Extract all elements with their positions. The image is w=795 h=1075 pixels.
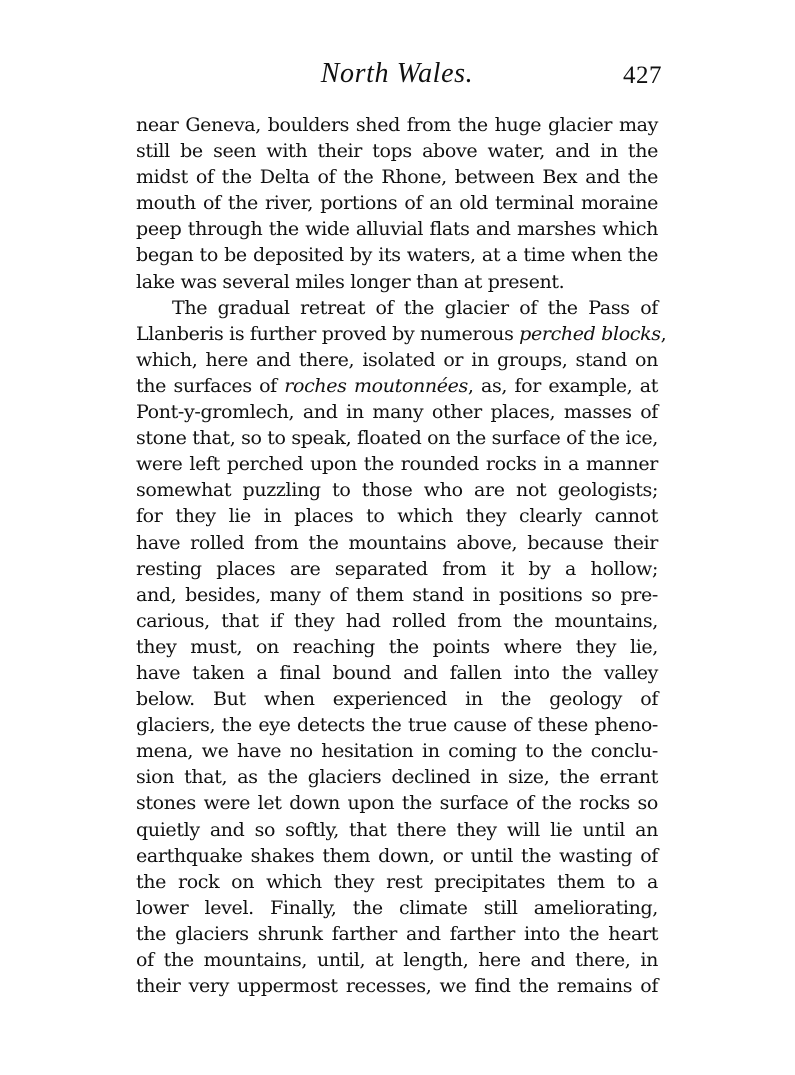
text-line [136, 895, 658, 921]
text-line [136, 843, 658, 869]
text-run: resting places are separated from it by a hollow; [136, 557, 658, 580]
text-run: have rolled from the mountains above, because their [136, 531, 658, 554]
text-line [136, 347, 658, 373]
paragraph-start-line [136, 295, 658, 321]
text-run: the glaciers shrunk farther and farther into the heart [136, 922, 658, 945]
text-run: , as, for example, at [467, 374, 659, 397]
text-run: quietly and so softly, that there they will lie until an [136, 818, 658, 841]
text-run: , [660, 322, 667, 345]
text-line [136, 686, 658, 712]
text-run: near Geneva, boulders shed from the huge glacier may [136, 114, 658, 136]
text-line [136, 712, 658, 738]
text-line [136, 164, 658, 190]
text-line [136, 921, 658, 947]
text-run: lower level. Finally, the climate still ameliorating, [136, 896, 658, 919]
text-run: The gradual retreat of the glacier of the Pass of [172, 296, 658, 319]
text-line [136, 477, 658, 503]
text-run: mena, we have no hesitation in coming to the conclu- [136, 740, 658, 763]
text-run: Pont-y-gromlech, and in many other places, masses of [136, 401, 658, 424]
text-line [136, 373, 658, 399]
text-run: still be seen with their tops above water, and in the [136, 140, 658, 163]
text-line [136, 634, 658, 660]
text-run: stone that, so to speak, floated on the surface of the ice, [136, 427, 658, 450]
text-line [136, 138, 658, 164]
text-line [136, 947, 658, 973]
text-line [136, 216, 658, 242]
text-run: earthquake shakes them down, or until the wasting of [136, 844, 658, 867]
text-line [136, 660, 658, 686]
text-run: below. But when experienced in the geology of [136, 688, 658, 711]
paragraph-end-line [136, 269, 658, 295]
text-line [136, 451, 658, 477]
text-line [136, 530, 658, 556]
body-text [136, 112, 667, 999]
text-line [136, 321, 667, 347]
page-number: 427 [623, 62, 662, 89]
text-line [136, 608, 658, 634]
text-line [136, 399, 658, 425]
text-run: for they lie in places to which they clearly cannot [136, 505, 658, 528]
text-run: midst of the Delta of the Rhone, between Bex and the [136, 166, 658, 189]
text-line [136, 790, 658, 816]
text-line [136, 738, 658, 764]
text-run: and, besides, many of them stand in positions so pre- [136, 583, 658, 606]
text-line [136, 582, 658, 608]
text-run: have taken a final bound and fallen into the valley [136, 661, 658, 684]
text-line [136, 556, 658, 582]
italic-phrase: perched blocks [519, 322, 661, 345]
text-run: mouth of the river, portions of an old terminal moraine [136, 192, 658, 215]
text-line [136, 973, 658, 999]
italic-phrase: roches moutonnées [284, 374, 468, 397]
text-line [136, 242, 658, 268]
text-run: sion that, as the glaciers declined in size, the errant [136, 766, 658, 789]
text-line [136, 869, 658, 895]
text-run: began to be deposited by its waters, at a time when the [136, 244, 658, 267]
text-line [136, 503, 658, 529]
text-run: Llanberis is further proved by numerous [136, 322, 520, 345]
text-line [136, 817, 658, 843]
running-head [136, 58, 662, 98]
text-line [136, 112, 658, 138]
text-run: the rock on which they rest precipitates them to a [136, 870, 658, 893]
text-line [136, 764, 658, 790]
text-run: they must, on reaching the points where they lie, [136, 635, 658, 658]
text-run: glaciers, the eye detects the true cause of these pheno- [136, 714, 658, 737]
text-run: lake was several miles longer than at present. [136, 270, 565, 293]
text-run: their very uppermost recesses, we find the remains of [136, 975, 658, 998]
text-line [136, 190, 658, 216]
text-run: somewhat puzzling to those who are not geologists; [136, 479, 658, 502]
text-run: the surfaces of [136, 374, 285, 397]
text-run: peep through the wide alluvial flats and marshes which [136, 218, 658, 241]
running-title: North Wales. [320, 58, 474, 89]
text-run: of the mountains, until, at length, here and there, in [136, 949, 658, 971]
text-line [136, 425, 658, 451]
text-run: were left perched upon the rounded rocks in a manner [136, 453, 658, 476]
text-run: carious, that if they had rolled from the mountains, [136, 609, 658, 632]
text-run: stones were let down upon the surface of the rocks so [136, 792, 658, 815]
text-run: which, here and there, isolated or in groups, stand on [136, 348, 658, 371]
